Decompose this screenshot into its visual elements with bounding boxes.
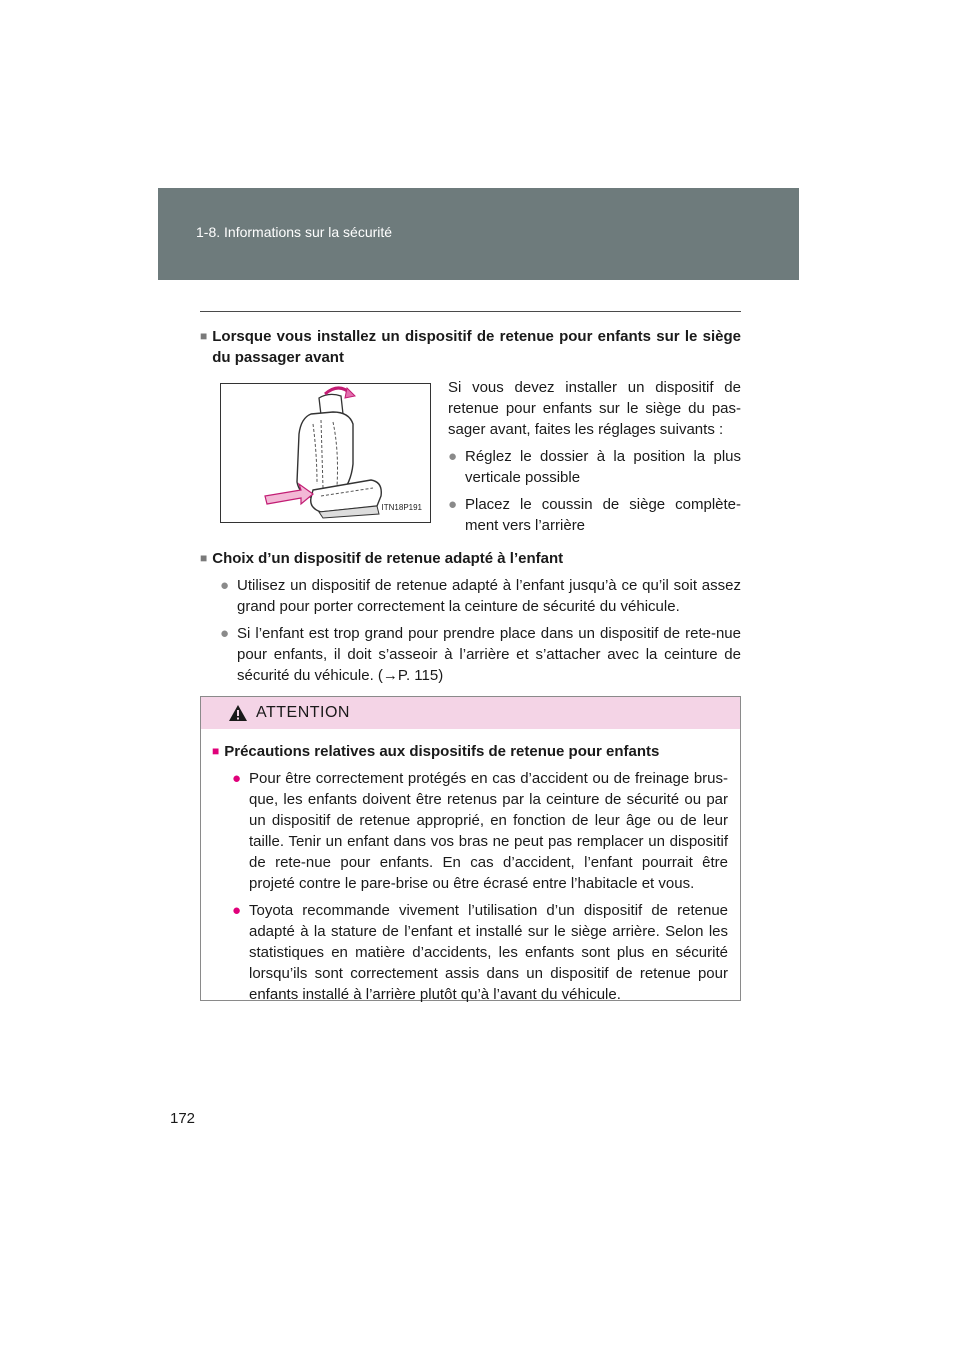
figure-text — [448, 377, 741, 536]
warning-title: ATTENTION — [256, 704, 350, 721]
section1-heading: ■ Lorsque vous installez un dispositif de retenue pour enfants sur le siège du passager avant — [200, 328, 741, 366]
section2-heading: ■ Choix d’un dispositif de retenue adapté à l’enfant — [200, 550, 564, 567]
bullet-icon: ● — [220, 577, 230, 594]
intro-text: Si vous devez installer un dispositif de retenue pour enfants sur le siège du pas-sager avant, faites les réglages suivants : — [448, 379, 741, 438]
bullet-icon: ● — [220, 625, 230, 642]
square-bullet-icon: ■ — [212, 744, 220, 758]
page-number: 172 — [170, 1110, 196, 1127]
list-item: ● Toyota recommande vivement l’utilisation d’un dispositif de retenue adapté à la stature de l’enfant et installé sur le siège arrière. Selon les statistiques en matière d’accidents, les enfants sont plus en sécurité lorsqu’ils sont correctement assis dans un dispositif de retenue pour enfants installé à l’arrière plutôt qu’à l’avant du véhicule. — [232, 902, 728, 1003]
warning-triangle-icon — [228, 704, 248, 722]
figure-row — [200, 377, 741, 536]
seat-illustration — [220, 383, 431, 523]
warning-heading: ■ Précautions relatives aux dispositifs de retenue pour enfants — [212, 743, 660, 760]
bullet-icon: ● — [232, 902, 242, 919]
header-band — [158, 188, 799, 280]
list-item: ● Pour être correctement protégés en cas d’accident ou de freinage brus-que, les enfants doivent être retenus par la ceinture de sécurité ou par un dispositif de retenue approprié, en fonction de leur âge ou de leur taille. Tenir un enfant dans vos bras ne peut pas remplacer un dispositif de rete-nue pour enfants. En cas d’accident, l’enfant pourrait être projeté contre le pare-brise ou être écrasé entre l’habitacle et vous. — [232, 770, 728, 892]
list-item: ● Utilisez un dispositif de retenue adapté à l’enfant jusqu’à ce qu’il soit assez grand pour porter correctement la ceinture de sécurité du véhicule. — [220, 577, 741, 615]
warning-body — [201, 729, 740, 1005]
bullet-icon: ● — [448, 448, 458, 465]
list-item: ● Placez le coussin de siège complète-ment vers l’arrière — [448, 496, 741, 534]
list-item: ● Réglez le dossier à la position la plus verticale possible — [448, 448, 741, 486]
square-bullet-icon: ■ — [200, 329, 208, 343]
figure-label: ITN18P191 — [381, 503, 422, 512]
list-item: ● Si l’enfant est trop grand pour prendre place dans un dispositif de rete-nue pour enfants, il doit s’asseoir à l’arrière et s’attacher avec la ceinture de sécurité du véhicule. (→P. 115) — [220, 625, 741, 684]
main-content — [200, 326, 741, 686]
warning-header — [201, 697, 740, 729]
bullet-icon: ● — [232, 770, 242, 787]
divider — [200, 311, 741, 312]
section-title: 1-8. Informations sur la sécurité — [196, 224, 393, 240]
warning-box — [200, 696, 741, 1001]
square-bullet-icon: ■ — [200, 551, 208, 565]
bullet-icon: ● — [448, 496, 458, 513]
